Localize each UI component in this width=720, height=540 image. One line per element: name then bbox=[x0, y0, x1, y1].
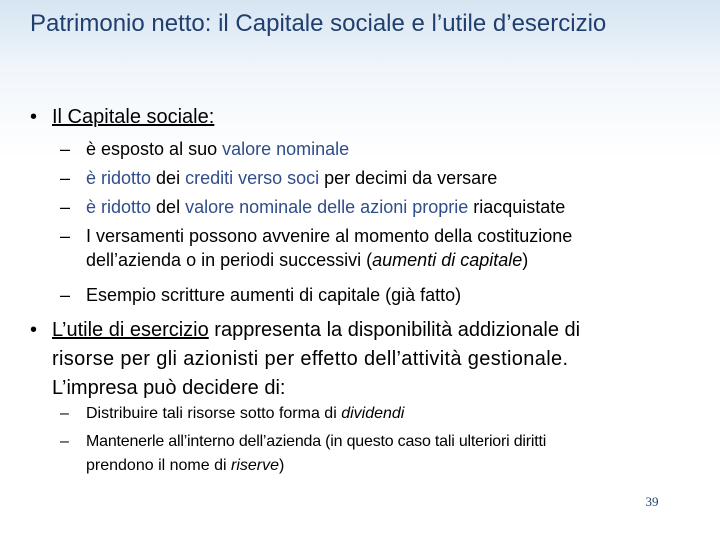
highlight-text: è ridotto bbox=[86, 168, 152, 188]
heading-utile-esercizio: L’utile di esercizio bbox=[52, 319, 209, 341]
subitem-versamenti bbox=[60, 224, 573, 272]
subitem-text: del bbox=[151, 197, 186, 217]
highlight-text: valore nominale delle azioni proprie bbox=[185, 197, 469, 217]
italic-text: riserve bbox=[230, 457, 279, 474]
subitem-text: per decimi da versare bbox=[319, 168, 498, 188]
dash-icon: – bbox=[60, 285, 71, 305]
dash-icon: – bbox=[60, 405, 69, 422]
subitem-text-line2 bbox=[86, 454, 686, 478]
paragraph-text: rappresenta la disponibilità addizionale di bbox=[208, 319, 581, 341]
dash-icon: – bbox=[60, 168, 71, 188]
subitem-esempio-scritture bbox=[60, 283, 462, 307]
subitem-text: ) bbox=[279, 457, 285, 474]
subitem-text: Distribuire tali risorse sotto forma di bbox=[86, 405, 342, 422]
dash-icon: – bbox=[60, 197, 71, 217]
bullet-icon: • bbox=[30, 106, 38, 128]
bullet-capitale-sociale bbox=[30, 104, 215, 130]
subitem-text: I versamenti possono avvenire al momento della costituzione bbox=[86, 226, 573, 246]
paragraph-text: risorse per gli azionisti per effetto dell’attività gestionale. bbox=[52, 348, 569, 370]
highlight-text: è ridotto bbox=[86, 197, 152, 217]
subitem-valore-nominale bbox=[60, 137, 350, 161]
subitem-crediti-verso-soci bbox=[60, 166, 498, 190]
page-number: 39 bbox=[645, 494, 659, 509]
bullet-utile-esercizio bbox=[30, 316, 692, 403]
italic-text: dividendi bbox=[341, 405, 405, 422]
highlight-text: valore nominale bbox=[222, 139, 350, 159]
subitem-text: dei bbox=[151, 168, 186, 188]
highlight-text: crediti verso soci bbox=[185, 168, 320, 188]
subitem-text: dell’azienda o in periodi successivi ( bbox=[86, 250, 373, 270]
dash-icon: – bbox=[60, 433, 69, 450]
subitem-text: prendono il nome di bbox=[86, 457, 231, 474]
subitem-riserve bbox=[60, 430, 686, 478]
subitem-text-line2 bbox=[86, 248, 572, 272]
subitem-text: riacquistate bbox=[468, 197, 566, 217]
subitem-dividendi bbox=[60, 402, 405, 426]
subitem-azioni-proprie bbox=[60, 195, 566, 219]
slide-title: Patrimonio netto: il Capitale sociale e l’utile d’esercizio bbox=[30, 10, 607, 37]
bullet-icon: • bbox=[30, 319, 38, 341]
dash-icon: – bbox=[60, 139, 71, 159]
subitem-text: è esposto al suo bbox=[86, 139, 223, 159]
subitem-text: Esempio scritture aumenti di capitale (già fatto) bbox=[86, 285, 462, 305]
subitem-text: Mantenerle all’interno dell’azienda (in questo caso tali ulteriori diritti bbox=[86, 433, 547, 450]
paragraph-text: L’impresa può decidere di: bbox=[52, 377, 286, 399]
heading-capitale-sociale: Il Capitale sociale: bbox=[52, 106, 215, 128]
italic-text: aumenti di capitale bbox=[372, 250, 523, 270]
dash-icon: – bbox=[60, 226, 71, 246]
subitem-text: ) bbox=[522, 250, 529, 270]
